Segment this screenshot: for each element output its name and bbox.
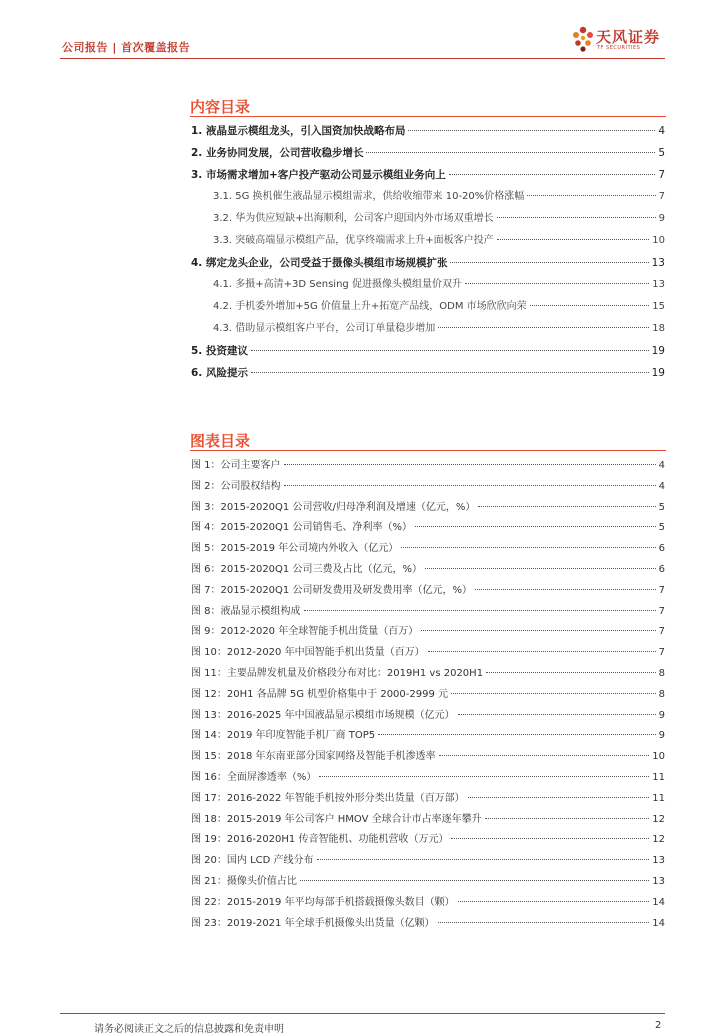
dot-leader xyxy=(468,796,650,798)
figure-entry-text: 图 21：摄像头价值占比 xyxy=(191,876,297,887)
contents-entry-page: 13 xyxy=(652,279,665,290)
figure-entry-page: 9 xyxy=(658,730,665,742)
contents-entry[interactable] xyxy=(213,321,665,337)
dot-leader xyxy=(449,173,656,175)
dot-leader xyxy=(300,879,649,881)
dot-leader xyxy=(485,817,650,819)
dot-leader xyxy=(251,371,649,373)
dot-leader xyxy=(486,671,656,673)
dot-leader xyxy=(408,129,655,131)
contents-entry[interactable] xyxy=(213,211,665,227)
contents-entry-text: 4.3. 借助显示模组客户平台，公司订单量稳步增加 xyxy=(213,323,436,334)
dot-leader xyxy=(366,151,655,153)
figure-entry[interactable] xyxy=(191,666,665,682)
contents-entry-text: 3.3. 突破高端显示模组产品，优享终端需求上升+面板客户投产 xyxy=(213,235,494,246)
figure-entry-page: 7 xyxy=(658,605,665,617)
dot-leader xyxy=(527,194,655,196)
figure-entry-text: 图 14：2019 年印度智能手机厂商 TOP5 xyxy=(191,730,376,742)
figure-entry[interactable] xyxy=(191,832,665,848)
figure-entry-text: 图 12：20H1 各品牌 5G 机型价格集中于 2000-2999 元 xyxy=(191,688,449,700)
figure-entry[interactable] xyxy=(191,645,665,661)
figure-entry-page: 7 xyxy=(658,647,665,659)
figure-entry-text: 图 22：2015-2019 年平均每部手机搭载摄像头数目（颗） xyxy=(191,896,455,908)
figure-entry-page: 13 xyxy=(652,876,665,887)
contents-entry[interactable] xyxy=(191,343,665,359)
figure-entry-text: 图 16：全面屏渗透率（%） xyxy=(191,772,317,783)
figure-entry-page: 11 xyxy=(652,792,665,804)
logo-text-cn: 天风证券 xyxy=(596,28,661,46)
figure-entry-text: 图 4：2015-2020Q1 公司销售毛、净利率（%） xyxy=(191,522,412,534)
figure-entry-page: 7 xyxy=(658,626,665,638)
contents-entry[interactable] xyxy=(191,167,665,183)
figure-entry-text: 图 18：2015-2019 年公司客户 HMOV 全球合计市占率逐年攀升 xyxy=(191,813,482,825)
contents-entry-page: 4 xyxy=(658,125,665,137)
dot-leader xyxy=(401,546,655,548)
contents-entry[interactable] xyxy=(191,145,665,161)
contents-entry-page: 10 xyxy=(652,235,665,246)
logo-text-en: TF SECURITIES xyxy=(597,45,641,51)
dot-leader xyxy=(251,349,649,351)
contents-entry[interactable] xyxy=(191,255,665,271)
figure-entry-page: 11 xyxy=(652,772,665,783)
figure-entry[interactable] xyxy=(191,770,665,786)
contents-entry-text: 2. 业务协同发展，公司营收稳步增长 xyxy=(191,147,364,159)
figure-entry-page: 13 xyxy=(652,855,665,867)
contents-entry-text: 4.2. 手机委外增加+5G 价值量上升+拓宽产品线，ODM 市场欣欣向荣 xyxy=(213,301,527,312)
figure-entry[interactable] xyxy=(191,687,665,703)
figure-entry-page: 6 xyxy=(658,564,665,575)
dot-leader xyxy=(451,692,656,694)
figure-entry-text: 图 1：公司主要客户 xyxy=(191,460,281,471)
figure-entry-page: 4 xyxy=(658,480,665,492)
contents-entry-page: 13 xyxy=(651,257,665,269)
contents-entry-text: 4.1. 多摄+高清+3D Sensing 促进摄像头模组量价双升 xyxy=(213,279,462,290)
contents-entry[interactable] xyxy=(213,233,665,249)
figure-entry-page: 6 xyxy=(658,543,665,555)
contents-entry-text: 5. 投资建议 xyxy=(191,345,248,357)
contents-entry[interactable] xyxy=(213,277,665,293)
figure-entry[interactable] xyxy=(191,895,665,911)
dot-leader xyxy=(458,713,656,715)
contents-entry-page: 15 xyxy=(652,301,665,312)
contents-entry-page: 7 xyxy=(658,169,665,181)
dot-leader xyxy=(451,837,649,839)
figure-entry-text: 图 5：2015-2019 年公司境内外收入（亿元） xyxy=(191,543,399,555)
contents-entry-page: 19 xyxy=(651,345,665,357)
dot-leader xyxy=(428,650,656,652)
figure-entry-text: 图 19：2016-2020H1 传音智能机、功能机营收（万元） xyxy=(191,834,449,846)
contents-entry[interactable] xyxy=(213,189,665,205)
contents-entry-text: 3.2. 华为供应短缺+出海顺利，公司客户迎国内外市场双重增长 xyxy=(213,213,494,224)
figure-entry-page: 14 xyxy=(652,896,665,908)
company-logo xyxy=(570,24,670,58)
figure-entry[interactable] xyxy=(191,541,665,557)
figure-entry-page: 10 xyxy=(652,751,665,763)
figure-entry[interactable] xyxy=(191,583,665,599)
figure-entry-text: 图 10：2012-2020 年中国智能手机出货量（百万） xyxy=(191,647,425,659)
footer-disclaimer: 请务必阅读正文之后的信息披露和免责申明 xyxy=(94,1024,284,1035)
figure-entry[interactable] xyxy=(191,604,665,620)
contents-entry[interactable] xyxy=(191,123,665,139)
dot-leader xyxy=(439,754,650,756)
dot-leader xyxy=(415,525,656,527)
figure-entry[interactable] xyxy=(191,916,665,932)
figure-entry[interactable] xyxy=(191,874,665,890)
dot-leader xyxy=(378,733,656,735)
report-type-label: 公司报告 | 首次覆盖报告 xyxy=(62,41,191,54)
dot-leader xyxy=(438,921,650,923)
figure-entry-text: 图 6：2015-2020Q1 公司三费及占比（亿元，%） xyxy=(191,564,422,575)
contents-entry-page: 7 xyxy=(658,191,665,202)
figure-entry[interactable] xyxy=(191,853,665,869)
figure-entry-text: 图 15：2018 年东南亚部分国家网络及智能手机渗透率 xyxy=(191,751,436,763)
dot-leader xyxy=(478,505,655,507)
dot-leader xyxy=(458,900,650,902)
figure-entry[interactable] xyxy=(191,520,665,536)
contents-entry-text: 6. 风险提示 xyxy=(191,367,248,379)
figure-entry[interactable] xyxy=(191,479,665,495)
figure-entry-page: 5 xyxy=(658,522,665,534)
figure-entry-page: 12 xyxy=(652,834,665,846)
figures-title-rule xyxy=(190,450,666,451)
figure-entry[interactable] xyxy=(191,708,665,724)
dot-leader xyxy=(319,775,649,777)
figure-entry-text: 图 9：2012-2020 年全球智能手机出货量（百万） xyxy=(191,626,419,638)
dot-leader xyxy=(304,609,656,611)
dot-leader xyxy=(438,326,649,328)
figure-entry-text: 图 17：2016-2022 年智能手机按外形分类出货量（百万部） xyxy=(191,792,465,804)
dot-leader xyxy=(497,216,656,218)
footer-divider xyxy=(60,1013,665,1014)
dot-leader xyxy=(465,282,649,284)
figure-entry-text: 图 7：2015-2020Q1 公司研发费用及研发费用率（亿元，%） xyxy=(191,584,472,596)
dot-leader xyxy=(450,261,648,263)
contents-title-rule xyxy=(190,116,666,117)
contents-entry-text: 3.1. 5G 换机催生液晶显示模组需求，供给收缩带来 10-20%价格涨幅 xyxy=(213,191,525,202)
contents-entry[interactable] xyxy=(191,365,665,381)
figure-entry-page: 8 xyxy=(658,668,665,679)
page-number: 2 xyxy=(655,1020,662,1031)
contents-entry-page: 5 xyxy=(658,147,665,159)
figure-entry-page: 8 xyxy=(658,688,665,700)
figure-entry-page: 5 xyxy=(658,501,665,513)
header-divider xyxy=(60,58,665,59)
figure-entry-page: 4 xyxy=(658,460,665,471)
figure-entry-text: 图 8：液晶显示模组构成 xyxy=(191,605,301,617)
dot-leader xyxy=(475,588,656,590)
figure-entry[interactable] xyxy=(191,500,665,516)
figure-entry[interactable] xyxy=(191,791,665,807)
figure-entry-text: 图 23：2019-2021 年全球手机摄像头出货量（亿颗） xyxy=(191,917,435,929)
figure-entry-text: 图 2：公司股权结构 xyxy=(191,480,281,492)
dot-leader xyxy=(317,858,650,860)
dot-leader xyxy=(425,567,656,569)
figure-entry[interactable] xyxy=(191,812,665,828)
figure-entry-page: 9 xyxy=(658,709,665,721)
figure-entry-text: 图 3：2015-2020Q1 公司营收/归母净利润及增速（亿元，%） xyxy=(191,501,476,513)
figure-entry-text: 图 20：国内 LCD 产线分布 xyxy=(191,855,314,867)
figure-entry[interactable] xyxy=(191,458,665,474)
figure-entry[interactable] xyxy=(191,728,665,744)
dot-leader xyxy=(421,629,655,631)
contents-entry-page: 9 xyxy=(658,213,665,224)
contents-entry-text: 1. 液晶显示模组龙头，引入国资加快战略布局 xyxy=(191,125,406,137)
figure-entry[interactable] xyxy=(191,749,665,765)
contents-title: 内容目录 xyxy=(190,98,251,116)
contents-entry-text: 4. 绑定龙头企业，公司受益于摄像头模组市场规模扩张 xyxy=(191,257,448,269)
contents-entry-text: 3. 市场需求增加+客户投产驱动公司显示模组业务向上 xyxy=(191,169,446,181)
figure-entry-text: 图 13：2016-2025 年中国液晶显示模组市场规模（亿元） xyxy=(191,709,455,721)
contents-entry[interactable] xyxy=(213,299,665,315)
figure-entry-page: 14 xyxy=(652,917,665,929)
contents-entry-page: 19 xyxy=(651,367,665,379)
logo-flower-icon xyxy=(570,24,596,54)
figure-entry-text: 图 11：主要品牌发机量及价格段分布对比：2019H1 vs 2020H1 xyxy=(191,668,484,679)
figures-title: 图表目录 xyxy=(190,432,251,450)
contents-entry-page: 18 xyxy=(652,323,665,334)
figure-entry[interactable] xyxy=(191,624,665,640)
figure-entry[interactable] xyxy=(191,562,665,578)
figure-entry-page: 12 xyxy=(652,813,665,825)
dot-leader xyxy=(284,484,656,486)
dot-leader xyxy=(284,463,656,465)
dot-leader xyxy=(530,304,650,306)
dot-leader xyxy=(497,238,650,240)
figure-entry-page: 7 xyxy=(658,584,665,596)
